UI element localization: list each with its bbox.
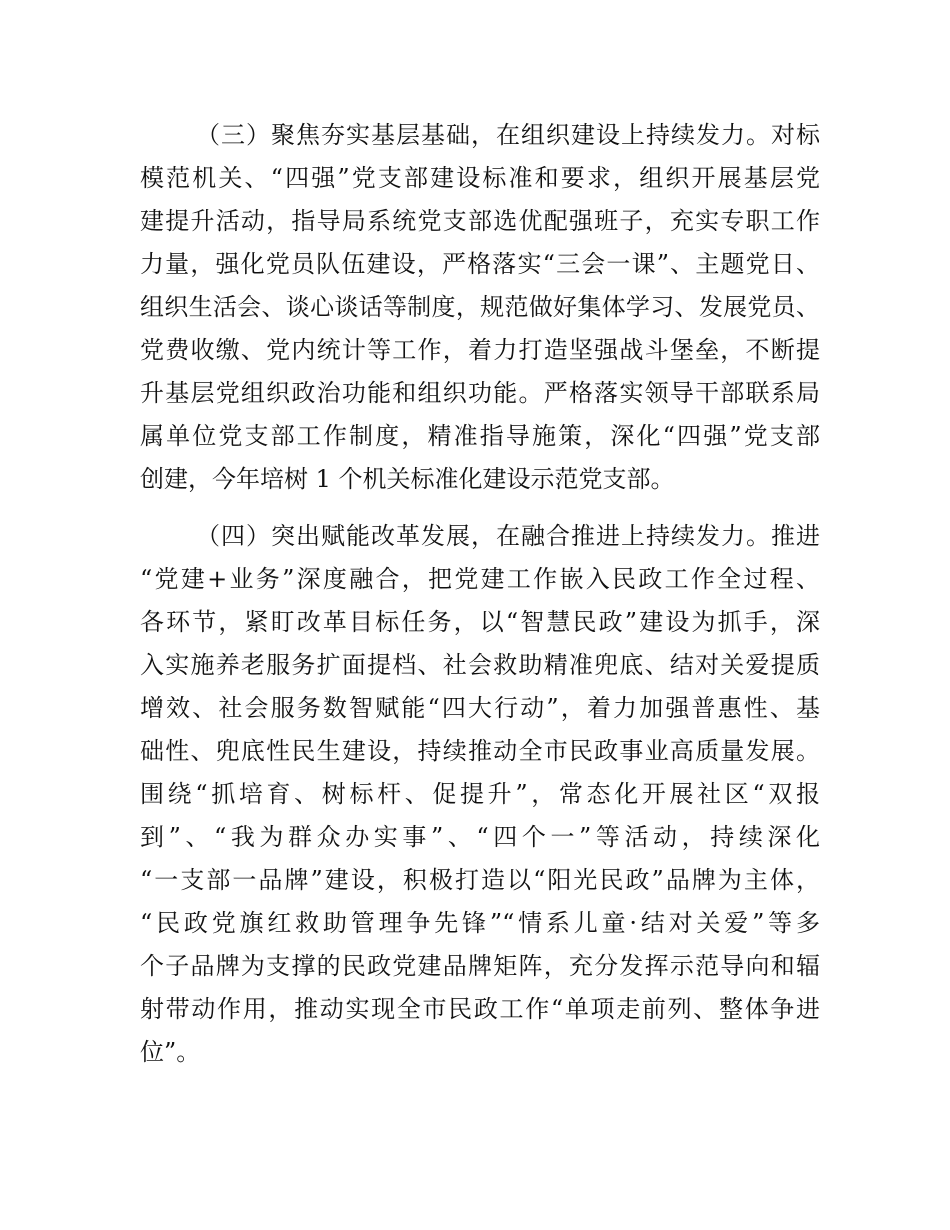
paragraph-line: 增效、社会服务数智赋能“四大行动”，着力加强普惠性、基 [140, 694, 820, 722]
paragraph-line: （四）突出赋能改革发展，在融合推进上持续发力。推进 [196, 522, 820, 550]
paragraph-line: “一支部一品牌”建设，积极打造以“阳光民政”品牌为主体， [140, 866, 820, 894]
paragraph-line: 各环节，紧盯改革目标任务，以“智慧民政”建设为抓手，深 [140, 608, 820, 636]
paragraph-line: “党建+业务”深度融合，把党建工作嵌入民政工作全过程、 [140, 565, 820, 593]
paragraph-line: 升基层党组织政治功能和组织功能。严格落实领导干部联系局 [140, 379, 820, 407]
paragraph-line: 建提升活动，指导局系统党支部选优配强班子，充实专职工作 [140, 207, 820, 235]
paragraph-line: 入实施养老服务扩面提档、社会救助精准兜底、结对关爱提质 [140, 651, 820, 679]
paragraph-line: 模范机关、“四强”党支部建设标准和要求，组织开展基层党 [140, 164, 820, 192]
paragraph-line: “民政党旗红救助管理争先锋”“情系儿童·结对关爱”等多 [140, 909, 820, 937]
paragraph-line: 组织生活会、谈心谈话等制度，规范做好集体学习、发展党员、 [140, 293, 820, 321]
paragraph-four [140, 515, 820, 1074]
paragraph-line: 个子品牌为支撑的民政党建品牌矩阵，充分发挥示范导向和辐 [140, 952, 820, 980]
paragraph-line: （三）聚焦夯实基层基础，在组织建设上持续发力。对标 [196, 121, 820, 149]
paragraph-line: 射带动作用，推动实现全市民政工作“单项走前列、整体争进 [140, 995, 820, 1023]
paragraph-line: 属单位党支部工作制度，精准指导施策，深化“四强”党支部 [140, 422, 820, 450]
paragraph-line: 力量，强化党员队伍建设，严格落实“三会一课”、主题党日、 [140, 250, 820, 278]
paragraph-line: 创建，今年培树 1 个机关标准化建设示范党支部。 [140, 465, 675, 493]
paragraph-line: 围绕“抓培育、树标杆、促提升”，常态化开展社区“双报 [140, 780, 820, 808]
paragraph-three [140, 114, 820, 501]
paragraph-line: 党费收缴、党内统计等工作，着力打造坚强战斗堡垒，不断提 [140, 336, 820, 364]
paragraph-line: 础性、兜底性民生建设，持续推动全市民政事业高质量发展。 [140, 737, 820, 765]
paragraph-line: 位”。 [140, 1038, 201, 1066]
paragraph-line: 到”、“我为群众办实事”、“四个一”等活动，持续深化 [140, 823, 820, 851]
